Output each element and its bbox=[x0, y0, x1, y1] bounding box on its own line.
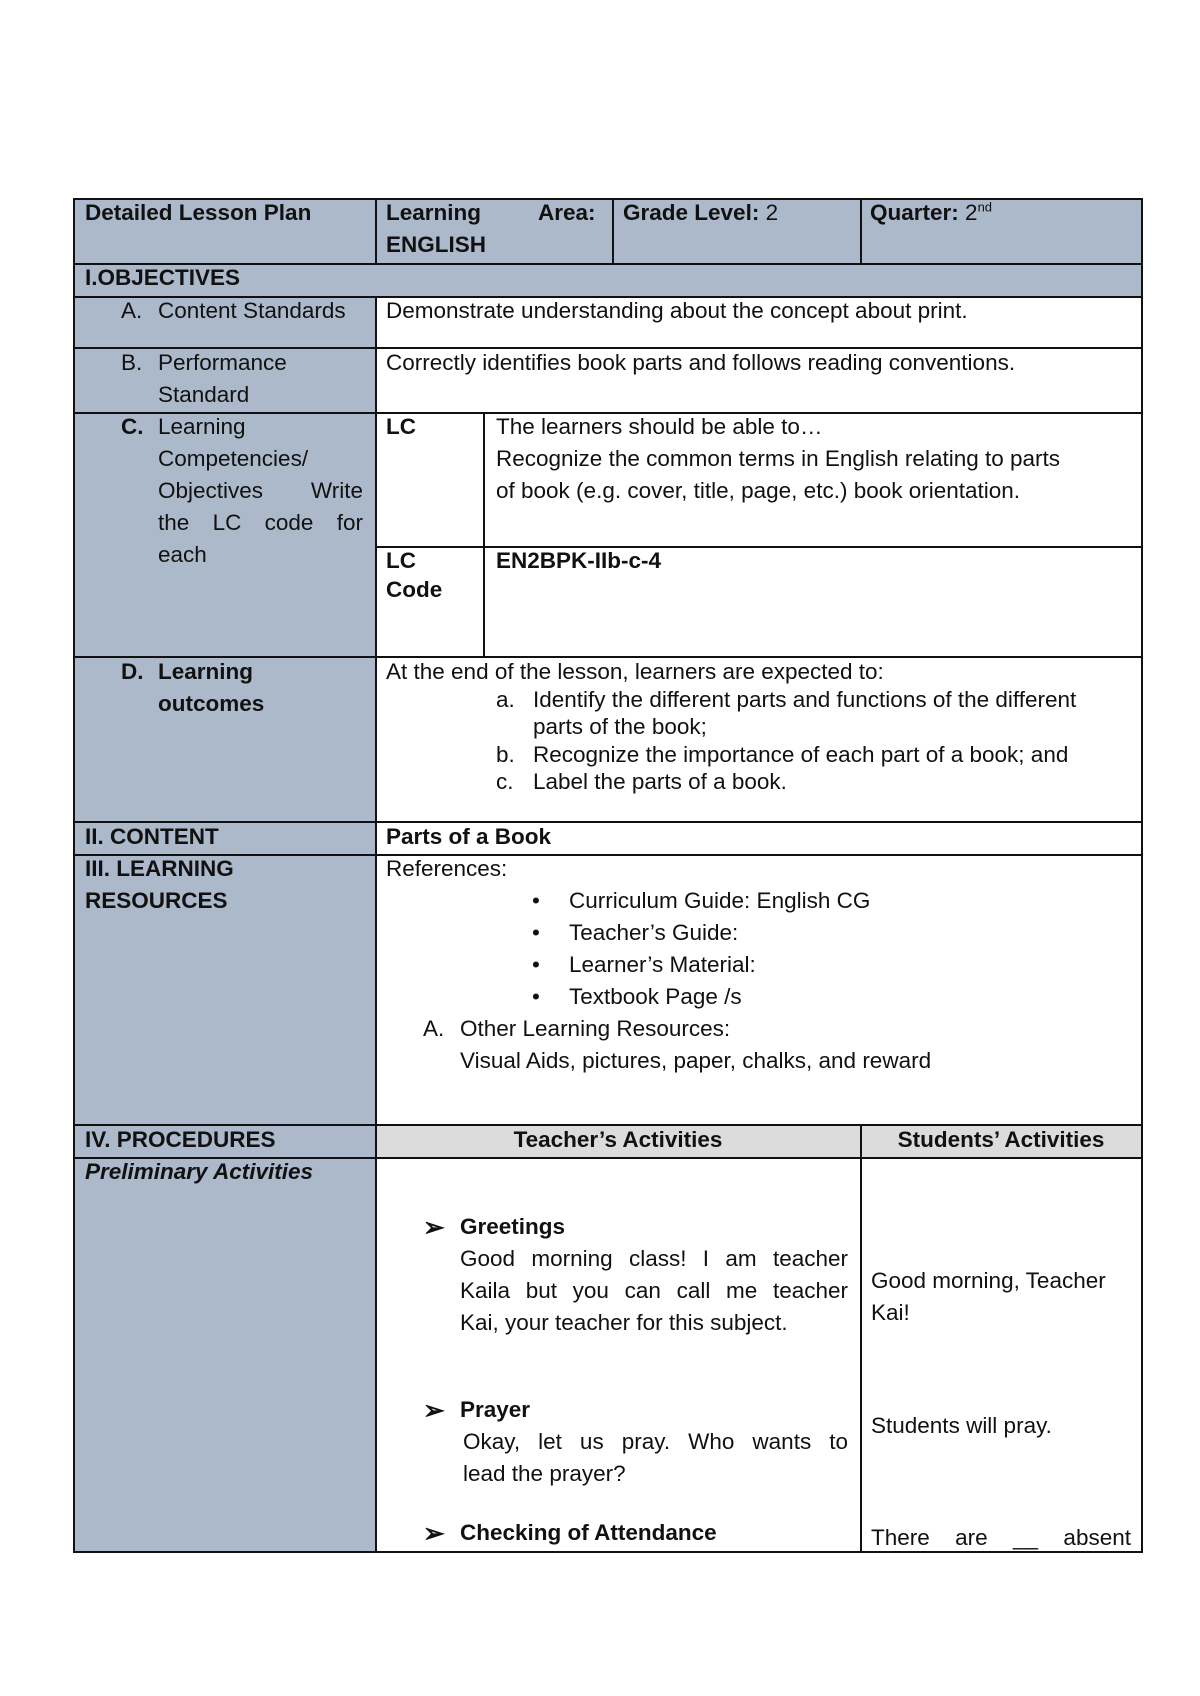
reference-bullet-2: • bbox=[532, 920, 540, 945]
divider-header-2 bbox=[860, 198, 862, 264]
grade-value: 2 bbox=[765, 200, 779, 225]
outcomes-label-2: outcomes bbox=[158, 691, 265, 716]
lc-label-line-2: Competencies/ bbox=[158, 446, 309, 471]
resources-heading-1: III. LEARNING bbox=[85, 856, 234, 881]
hline-lc bbox=[375, 546, 1143, 548]
divider-main-2 bbox=[375, 296, 377, 1553]
lc-code-value: EN2BPK-IIb-c-4 bbox=[496, 548, 662, 573]
prayer-title: Prayer bbox=[460, 1397, 531, 1422]
objectives-heading: I.OBJECTIVES bbox=[85, 265, 241, 290]
content-standards-letter: A. bbox=[121, 298, 143, 323]
divider-procedures bbox=[860, 1124, 862, 1553]
performance-letter: B. bbox=[121, 350, 143, 375]
outcome-b-line-1: Recognize the importance of each part of a book; and bbox=[533, 742, 1069, 767]
other-resources-letter: A. bbox=[423, 1016, 445, 1041]
reference-bullet-4: • bbox=[532, 984, 540, 1009]
outcome-a-line-2: parts of the book; bbox=[533, 714, 707, 739]
lc-text-2: Recognize the common terms in English relating to parts bbox=[496, 446, 1061, 471]
lc-label-line-4: the LC code for bbox=[158, 510, 363, 535]
lc-text-3: of book (e.g. cover, title, page, etc.) book orientation. bbox=[496, 478, 1021, 503]
grade-level bbox=[623, 197, 778, 229]
lc-text-1: The learners should be able to… bbox=[496, 414, 823, 439]
preliminary-activities: Preliminary Activities bbox=[85, 1159, 314, 1184]
area-label: Area: bbox=[538, 200, 596, 225]
performance-text: Correctly identifies book parts and follows reading conventions. bbox=[386, 350, 1016, 375]
grade-label: Grade Level: bbox=[623, 200, 760, 225]
reference-4: Textbook Page /s bbox=[569, 984, 742, 1009]
greetings-student-line-2: Kai! bbox=[871, 1300, 910, 1325]
outcome-c-letter: c. bbox=[496, 769, 514, 794]
outcome-b-letter: b. bbox=[496, 742, 515, 767]
lc-code-label-1: LC bbox=[386, 548, 416, 573]
other-resources-label: Other Learning Resources: bbox=[460, 1016, 731, 1041]
prayer-arrow-icon: ➢ bbox=[423, 1395, 445, 1425]
attendance-arrow-icon: ➢ bbox=[423, 1518, 445, 1548]
content-value: Parts of a Book bbox=[386, 824, 552, 849]
content-heading: II. CONTENT bbox=[85, 824, 219, 849]
greetings-line-1: Good morning class! I am teacher bbox=[460, 1246, 848, 1271]
prayer-line-2: lead the prayer? bbox=[463, 1461, 626, 1486]
border-right bbox=[1141, 198, 1143, 1553]
performance-label-2: Standard bbox=[158, 382, 250, 407]
greetings-title: Greetings bbox=[460, 1214, 566, 1239]
greetings-line-3: Kai, your teacher for this subject. bbox=[460, 1310, 788, 1335]
greetings-arrow-icon: ➢ bbox=[423, 1212, 445, 1242]
outcomes-letter: D. bbox=[121, 659, 144, 684]
greetings-line-2: Kaila but you can call me teacher bbox=[460, 1278, 848, 1303]
quarter-value: 2 bbox=[965, 200, 978, 225]
attendance-title: Checking of Attendance bbox=[460, 1520, 717, 1545]
outcome-a-line-1: Identify the different parts and functions of the different bbox=[533, 687, 1077, 712]
divider-lc bbox=[483, 412, 485, 657]
hline-6 bbox=[73, 821, 1143, 823]
learning-area-label: Learning bbox=[386, 200, 482, 225]
lc-label-line-3: Objectives Write bbox=[158, 478, 363, 503]
lc-code-label-2: Code bbox=[386, 577, 443, 602]
greetings-student-line-1: Good morning, Teacher bbox=[871, 1268, 1106, 1293]
resources-heading-2: RESOURCES bbox=[85, 888, 228, 913]
content-standards-text: Demonstrate understanding about the concept about print. bbox=[386, 298, 968, 323]
lc-label-line-1: Learning bbox=[158, 414, 246, 439]
students-activities-header: Students’ Activities bbox=[897, 1127, 1105, 1152]
attendance-student: There are __ absent bbox=[871, 1525, 1131, 1550]
preliminary-left-bg bbox=[74, 1158, 376, 1552]
outcome-a-letter: a. bbox=[496, 687, 515, 712]
outcome-c-line-1: Label the parts of a book. bbox=[533, 769, 787, 794]
reference-3: Learner’s Material: bbox=[569, 952, 756, 977]
procedures-heading: IV. PROCEDURES bbox=[85, 1127, 276, 1152]
outcomes-label-1: Learning bbox=[158, 659, 254, 684]
performance-label-1: Performance bbox=[158, 350, 287, 375]
reference-1: Curriculum Guide: English CG bbox=[569, 888, 871, 913]
prayer-student: Students will pray. bbox=[871, 1413, 1052, 1438]
border-left bbox=[73, 198, 75, 1553]
learning-area-value: ENGLISH bbox=[386, 232, 487, 257]
divider-main bbox=[375, 198, 377, 264]
content-standards-label: Content Standards bbox=[158, 298, 346, 323]
quarter-label: Quarter: bbox=[870, 200, 959, 225]
dlp-title: Detailed Lesson Plan bbox=[85, 200, 312, 225]
other-resources-value: Visual Aids, pictures, paper, chalks, and reward bbox=[460, 1048, 932, 1073]
lc-label: LC bbox=[386, 414, 416, 439]
lc-letter: C. bbox=[121, 414, 144, 439]
prayer-line-1: Okay, let us pray. Who wants to bbox=[463, 1429, 848, 1454]
reference-2: Teacher’s Guide: bbox=[569, 920, 739, 945]
lc-label-line-5: each bbox=[158, 542, 207, 567]
references-label: References: bbox=[386, 856, 508, 881]
teacher-activities-header: Teacher’s Activities bbox=[513, 1127, 723, 1152]
quarter-sup: nd bbox=[977, 199, 993, 215]
reference-bullet-3: • bbox=[532, 952, 540, 977]
outcomes-intro: At the end of the lesson, learners are expected to: bbox=[386, 659, 884, 684]
divider-header-1 bbox=[612, 198, 614, 264]
quarter bbox=[870, 197, 992, 229]
reference-bullet-1: • bbox=[532, 888, 540, 913]
